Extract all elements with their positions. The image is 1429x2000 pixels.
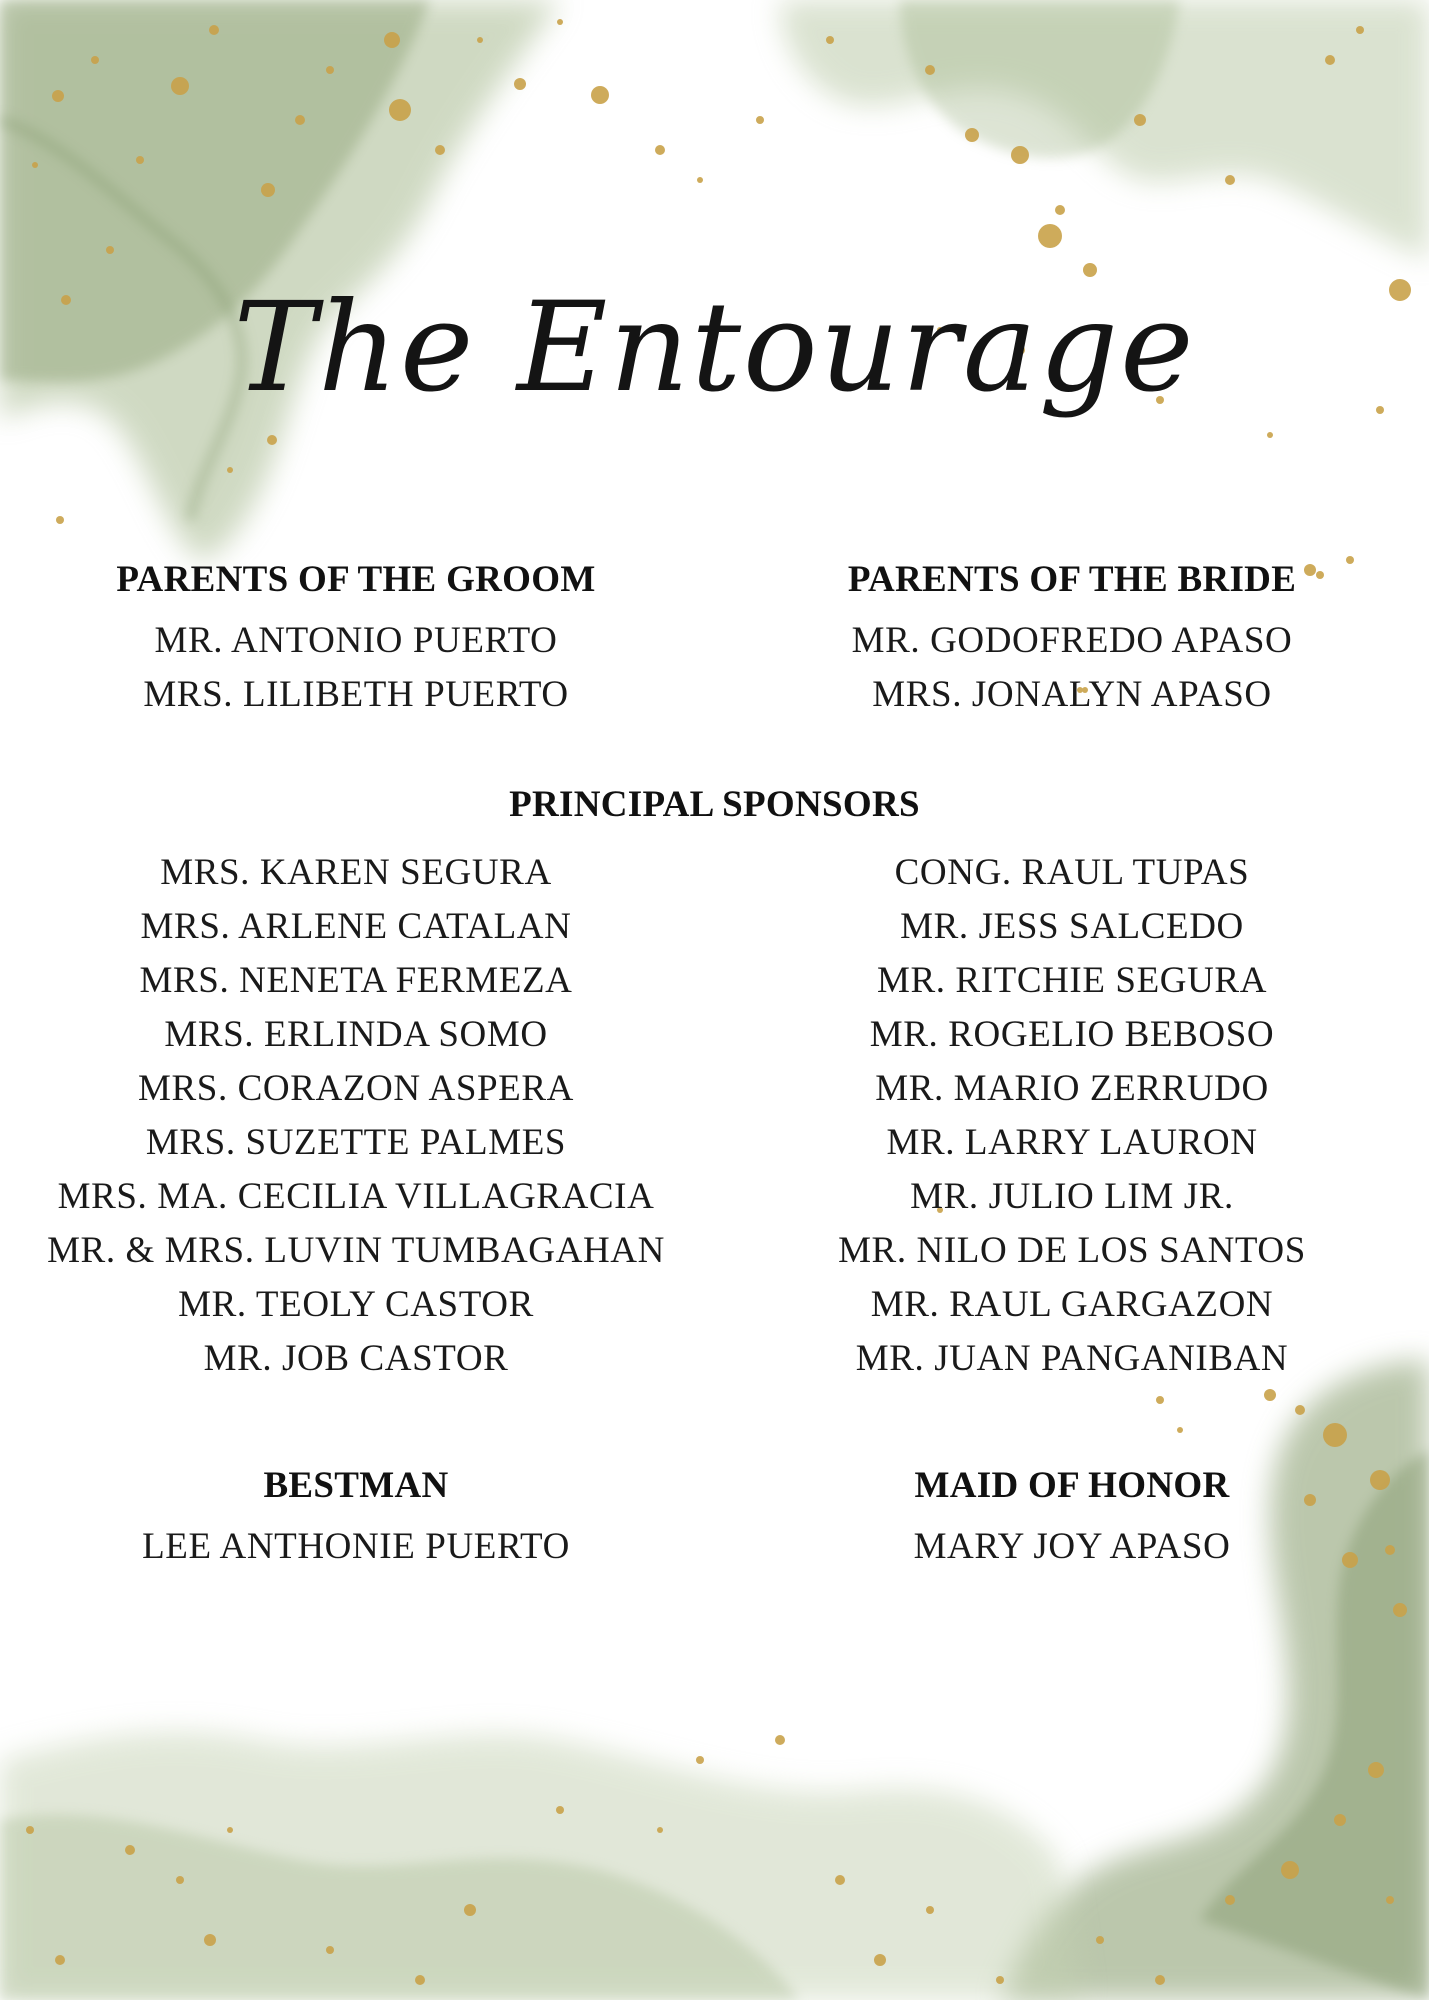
sponsor-name: MR. MARIO ZERRUDO <box>875 1068 1269 1109</box>
sponsor-name: MR. JULIO LIM JR. <box>910 1176 1234 1217</box>
parents-of-groom-heading: PARENTS OF THE GROOM <box>116 559 596 600</box>
bride-mother-name: MRS. JONALYN APASO <box>872 674 1272 715</box>
sponsor-name: MR. RAUL GARGAZON <box>870 1284 1274 1325</box>
parents-of-groom-section <box>6 558 706 722</box>
parents-of-bride-heading: PARENTS OF THE BRIDE <box>847 559 1297 600</box>
sponsor-name: CONG. RAUL TUPAS <box>894 852 1250 893</box>
groom-father-name: MR. ANTONIO PUERTO <box>154 620 558 661</box>
sponsor-name: MR. NILO DE LOS SANTOS <box>838 1230 1306 1271</box>
groom-mother-name: MRS. LILIBETH PUERTO <box>143 674 569 715</box>
sponsor-name: MR. & MRS. LUVIN TUMBAGAHAN <box>47 1230 665 1271</box>
principal-sponsors-heading: PRINCIPAL SPONSORS <box>509 784 920 825</box>
maid-of-honor-name: MARY JOY APASO <box>913 1526 1231 1567</box>
bestman-name: LEE ANTHONIE PUERTO <box>142 1526 570 1567</box>
maid-of-honor-section <box>722 1464 1422 1574</box>
bestman-heading: BESTMAN <box>263 1465 449 1506</box>
sponsor-name: MRS. NENETA FERMEZA <box>139 960 573 1001</box>
sponsor-name: MR. RITCHIE SEGURA <box>876 960 1268 1001</box>
bride-father-name: MR. GODOFREDO APASO <box>851 620 1293 661</box>
sponsor-name: MR. LARRY LAURON <box>886 1122 1258 1163</box>
sponsor-name: MRS. ERLINDA SOMO <box>164 1014 548 1055</box>
sponsor-name: MR. TEOLY CASTOR <box>178 1284 534 1325</box>
sponsor-name: MRS. SUZETTE PALMES <box>145 1122 567 1163</box>
sponsor-name: MRS. MA. CECILIA VILLAGRACIA <box>57 1176 655 1217</box>
sponsor-name: MR. JOB CASTOR <box>203 1338 509 1379</box>
parents-of-bride-section <box>722 558 1422 722</box>
sponsor-name: MRS. ARLENE CATALAN <box>140 906 572 947</box>
page-title: The Entourage <box>233 276 1196 420</box>
sponsor-name: MR. JESS SALCEDO <box>900 906 1244 947</box>
principal-sponsors-right-list <box>722 846 1422 1386</box>
sponsor-name: MRS. KAREN SEGURA <box>160 852 552 893</box>
bestman-section <box>6 1464 706 1574</box>
maid-of-honor-heading: MAID OF HONOR <box>914 1465 1230 1506</box>
sponsor-name: MRS. CORAZON ASPERA <box>138 1068 574 1109</box>
principal-sponsors-left-list <box>6 846 706 1386</box>
sponsor-name: MR. ROGELIO BEBOSO <box>869 1014 1275 1055</box>
principal-sponsors-heading-wrap <box>0 783 1429 827</box>
sponsor-name: MR. JUAN PANGANIBAN <box>855 1338 1289 1379</box>
